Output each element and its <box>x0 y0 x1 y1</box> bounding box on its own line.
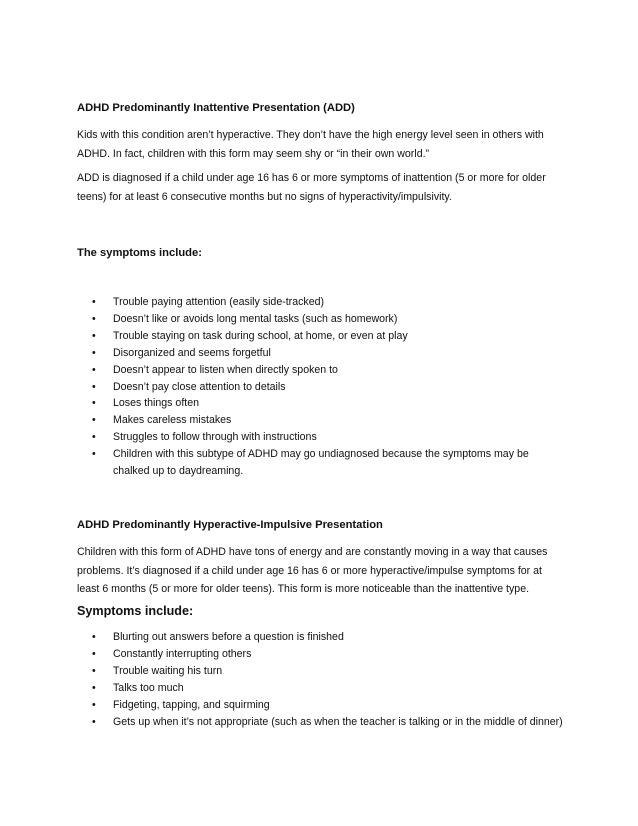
bullet-icon: • <box>92 647 96 660</box>
list-item <box>77 294 567 311</box>
bullet-icon: • <box>92 664 96 677</box>
list-item-text: Trouble staying on task during school, at home, or even at play <box>113 329 408 342</box>
bullet-icon: • <box>92 698 96 711</box>
symptom-list-hyperactive <box>77 629 567 730</box>
list-item-text: Constantly interrupting others <box>113 647 252 660</box>
bullet-icon: • <box>92 296 96 308</box>
list-item-text: Loses things often <box>113 397 199 410</box>
section-heading-inattentive: ADHD Predominantly Inattentive Presentation (ADD) <box>77 102 355 114</box>
list-item <box>77 446 567 480</box>
list-item-text: Fidgeting, tapping, and squirming <box>113 698 270 711</box>
bullet-icon: • <box>92 329 96 342</box>
symptom-list-inattentive <box>77 294 567 480</box>
list-item-text: Trouble waiting his turn <box>113 664 223 677</box>
paragraph-text: ADD is diagnosed if a child under age 16 has 6 or more symptoms of inattention (5 or more for older teens) for at least 6 consecutive months but no signs of hyperactivity/impulsivity. <box>77 172 546 203</box>
list-item <box>77 379 567 396</box>
list-item <box>77 429 567 446</box>
bullet-icon: • <box>92 631 96 643</box>
paragraph-hyperactive-intro <box>77 543 567 599</box>
bullet-icon: • <box>92 681 96 694</box>
bullet-icon: • <box>92 380 96 393</box>
list-item <box>77 345 567 362</box>
list-item-text: Doesn’t appear to listen when directly spoken to <box>113 363 338 376</box>
paragraph-text: Children with this form of ADHD have tons of energy and are constantly moving in a way that causes problems. It’s diagnosed if a child under age 16 has 6 or more hyperactive/impulse symptoms for at least 6 months (5 or more for older teens). This form is more noticeable than the inattentive type. <box>77 546 548 595</box>
list-item-text: Children with this subtype of ADHD may go undiagnosed because the symptoms may be chalked up to daydreaming. <box>113 448 529 478</box>
list-item <box>77 311 567 328</box>
bullet-icon: • <box>92 363 96 376</box>
bullet-icon: • <box>92 346 96 359</box>
symptoms-heading-hyperactive: Symptoms include: <box>77 604 194 618</box>
list-item-text: Doesn’t like or avoids long mental tasks (such as homework) <box>113 312 398 325</box>
bullet-icon: • <box>92 715 96 728</box>
paragraph-inattentive-intro <box>77 126 567 163</box>
list-item <box>77 328 567 345</box>
list-item-text: Blurting out answers before a question is finished <box>113 631 344 643</box>
list-item-text: Talks too much <box>113 681 184 694</box>
bullet-icon: • <box>92 431 96 444</box>
list-item-text: Struggles to follow through with instructions <box>113 431 317 444</box>
list-item <box>77 646 567 663</box>
paragraph-text: Kids with this condition aren’t hyperactive. They don’t have the high energy level seen in others with ADHD. In fact, children with this form may seem shy or “in their own world.” <box>77 129 544 160</box>
list-item <box>77 412 567 429</box>
list-item <box>77 663 567 680</box>
symptoms-heading-inattentive: The symptoms include: <box>77 247 202 259</box>
bullet-icon: • <box>92 448 96 461</box>
list-item <box>77 395 567 412</box>
list-item <box>77 629 567 646</box>
list-item-text: Gets up when it’s not appropriate (such as when the teacher is talking or in the middle of dinner) <box>113 715 563 728</box>
list-item <box>77 697 567 714</box>
bullet-icon: • <box>92 397 96 410</box>
bullet-icon: • <box>92 414 96 427</box>
list-item <box>77 714 567 731</box>
section-heading-hyperactive: ADHD Predominantly Hyperactive-Impulsive Presentation <box>77 519 383 531</box>
list-item <box>77 362 567 379</box>
bullet-icon: • <box>92 312 96 325</box>
list-item-text: Disorganized and seems forgetful <box>113 346 271 359</box>
list-item-text: Trouble paying attention (easily side-tracked) <box>113 296 325 308</box>
list-item <box>77 680 567 697</box>
list-item-text: Makes careless mistakes <box>113 414 232 427</box>
paragraph-inattentive-diagnosis <box>77 169 567 206</box>
list-item-text: Doesn’t pay close attention to details <box>113 380 286 393</box>
